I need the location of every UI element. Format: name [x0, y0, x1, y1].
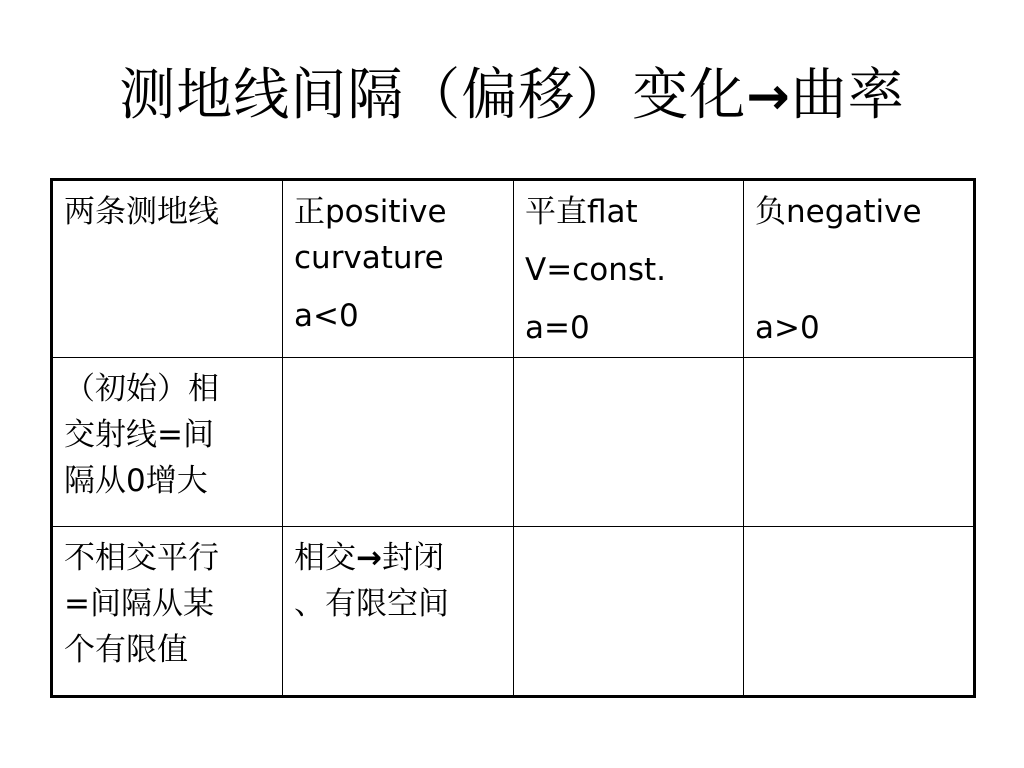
cell-text: 交射线=间	[64, 417, 214, 453]
slide-title	[0, 56, 1024, 146]
cell-text: a>0	[755, 310, 820, 346]
cell-text: curvature	[294, 240, 444, 276]
cell-positive-curvature	[283, 180, 514, 358]
cell-text: 正positive	[294, 194, 447, 230]
cell-text: 隔从0增大	[64, 463, 208, 499]
cell-text-line	[294, 535, 503, 581]
cell-text: 两条测地线	[64, 194, 219, 230]
table-row	[52, 527, 975, 697]
title-text-start: 测地线间隔（偏移）变化	[119, 63, 747, 128]
cell-closed-finite-space	[283, 527, 514, 697]
cell-text: （初始）相	[64, 371, 219, 407]
cell-two-geodesics	[52, 180, 283, 358]
cell-text: V=const.	[525, 252, 666, 288]
cell-text: 相交	[294, 540, 356, 576]
cell-text: 平直flat	[525, 194, 638, 230]
cell-intersecting-rays	[52, 358, 283, 527]
cell-text: a=0	[525, 310, 590, 346]
cell-text: 负negative	[755, 194, 922, 230]
cell-empty	[744, 527, 975, 697]
table-row	[52, 358, 975, 527]
table-header-row	[52, 180, 975, 358]
curvature-table	[50, 178, 976, 698]
cell-flat	[514, 180, 744, 358]
cell-text: a<0	[294, 298, 359, 334]
cell-text: 不相交平行	[64, 540, 219, 576]
cell-empty	[744, 358, 975, 527]
right-arrow-icon: →	[746, 67, 791, 127]
right-arrow-icon: →	[356, 540, 382, 576]
cell-negative-curvature	[744, 180, 975, 358]
cell-empty	[514, 358, 744, 527]
cell-empty	[514, 527, 744, 697]
cell-non-intersecting-parallel	[52, 527, 283, 697]
cell-text: 个有限值	[64, 632, 188, 668]
cell-text: 、有限空间	[294, 586, 449, 622]
title-text-end: 曲率	[790, 63, 905, 128]
cell-text: =间隔从某	[64, 586, 214, 622]
cell-text: 封闭	[381, 540, 444, 576]
cell-empty	[283, 358, 514, 527]
